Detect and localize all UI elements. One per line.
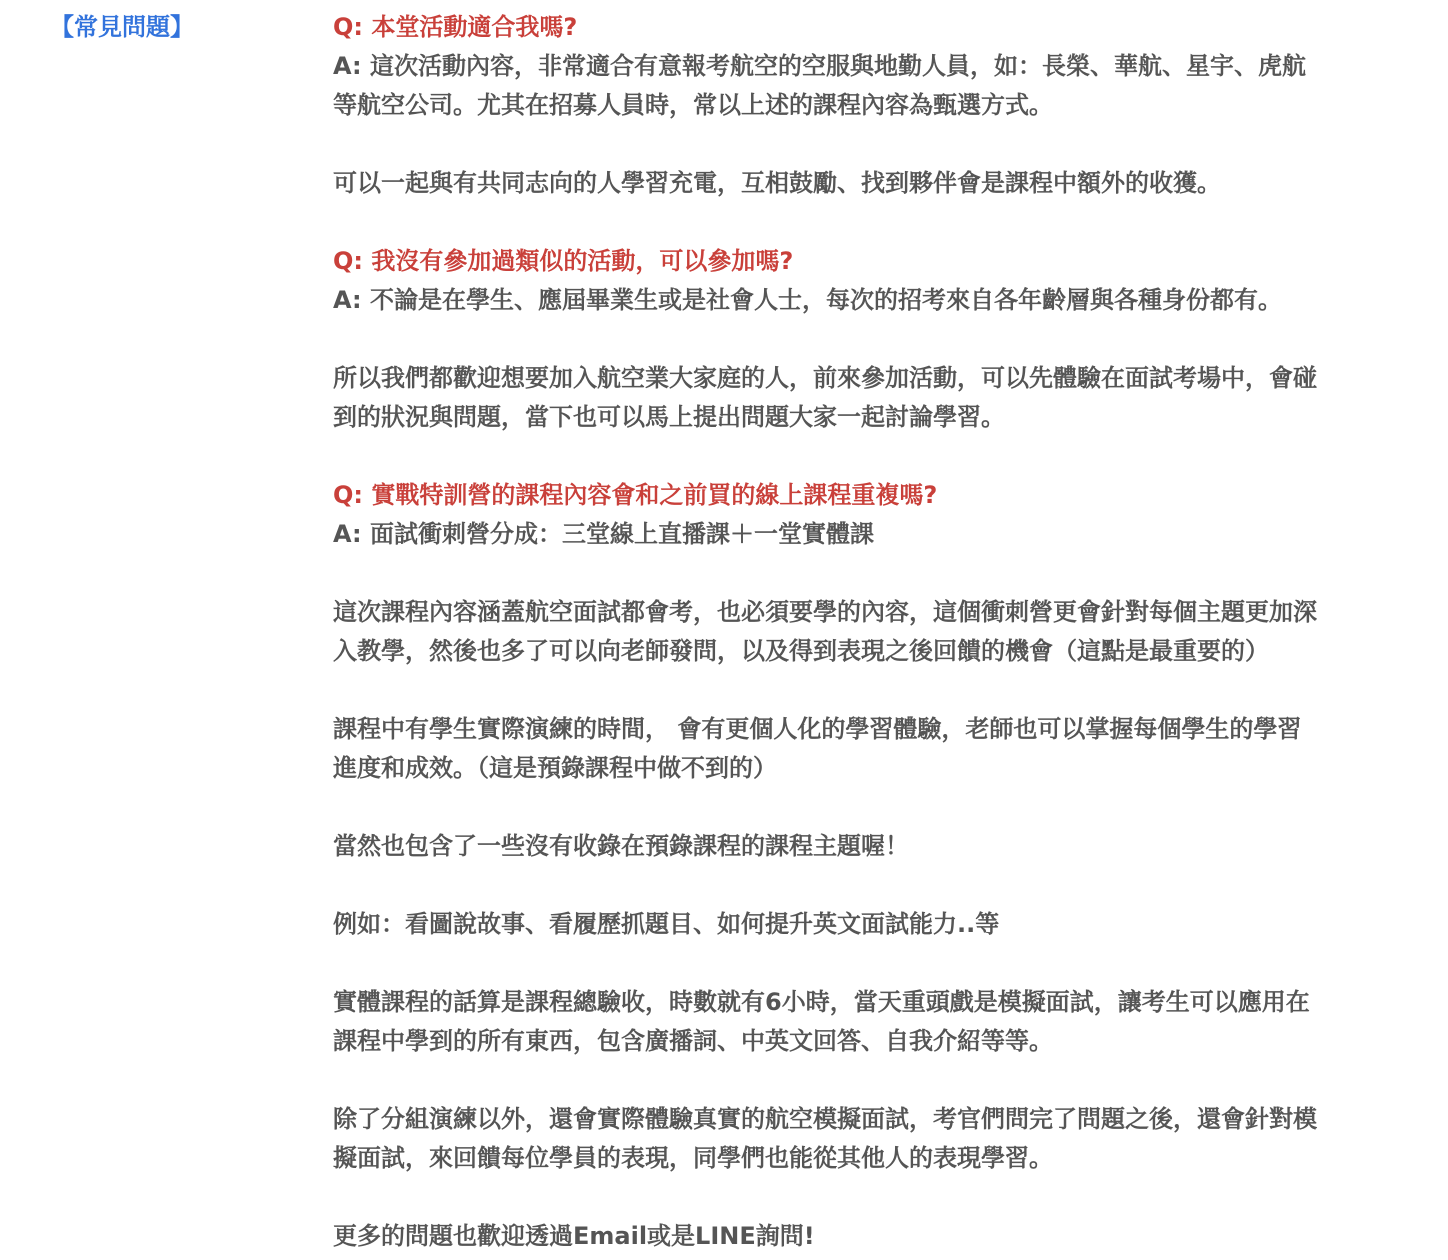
faq-answer-line: 進度和成效。（這是預錄課程中做不到的） — [333, 754, 777, 782]
paragraph-gap — [333, 1178, 1403, 1217]
faq-question: Q: 本堂活動適合我嗎? — [333, 13, 578, 41]
faq-answer-line: 例如：看圖說故事、看履歷抓題目、如何提升英文面試能力..等 — [333, 910, 1000, 938]
faq-answer-line: 當然也包含了一些沒有收錄在預錄課程的課程主題喔！ — [333, 832, 909, 860]
faq-answer-line: 課程中學到的所有東西，包含廣播詞、中英文回答、自我介紹等等。 — [333, 1027, 1053, 1055]
faq-answer-line: 除了分組演練以外，還會實際體驗真實的航空模擬面試，考官們問完了問題之後，還會針對模 — [333, 1105, 1317, 1133]
faq-answer-line: 所以我們都歡迎想要加入航空業大家庭的人，前來參加活動，可以先體驗在面試考場中，會碰 — [333, 364, 1317, 392]
faq-answer-line: 到的狀況與問題，當下也可以馬上提出問題大家一起討論學習。 — [333, 403, 1005, 431]
paragraph-gap — [333, 944, 1403, 983]
faq-answer-line: 可以一起與有共同志向的人學習充電，互相鼓勵、找到夥伴會是課程中額外的收獲。 — [333, 169, 1221, 197]
paragraph-gap — [333, 125, 1403, 164]
faq-answer-line: 入教學，然後也多了可以向老師發問，以及得到表現之後回饋的機會（這點是最重要的） — [333, 637, 1269, 665]
paragraph-gap — [333, 554, 1403, 593]
faq-answer-line: 這次課程內容涵蓋航空面試都會考，也必須要學的內容，這個衝刺營更會針對每個主題更加深 — [333, 598, 1317, 626]
faq-answer-line: A: 不論是在學生、應屆畢業生或是社會人士，每次的招考來自各年齡層與各種身份都有。 — [333, 286, 1282, 314]
paragraph-gap — [333, 320, 1403, 359]
faq-item-2 — [333, 242, 1403, 437]
faq-answer-line: 擬面試，來回饋每位學員的表現，同學們也能從其他人的表現學習。 — [333, 1144, 1053, 1172]
faq-answer-line: A: 這次活動內容，非常適合有意報考航空的空服與地勤人員，如：長榮、華航、星宇、虎航 — [333, 52, 1306, 80]
faq-content — [333, 8, 1403, 1256]
faq-answer-line: 等航空公司。尤其在招募人員時，常以上述的課程內容為甄選方式。 — [333, 91, 1053, 119]
faq-question: Q: 實戰特訓營的課程內容會和之前買的線上課程重複嗎? — [333, 481, 938, 509]
faq-section-label: 【常見問題】 — [50, 13, 194, 41]
paragraph-gap — [333, 866, 1403, 905]
faq-item-3 — [333, 476, 1403, 1256]
faq-question: Q: 我沒有參加過類似的活動，可以參加嗎? — [333, 247, 794, 275]
faq-answer-line: A: 面試衝刺營分成：三堂線上直播課＋一堂實體課 — [333, 520, 874, 548]
paragraph-gap — [333, 671, 1403, 710]
faq-item-1 — [333, 8, 1403, 203]
faq-answer-line: 更多的問題也歡迎透過Email或是LINE詢問! — [333, 1222, 815, 1250]
paragraph-gap — [333, 1061, 1403, 1100]
faq-answer-line: 實體課程的話算是課程總驗收，時數就有6小時，當天重頭戲是模擬面試，讓考生可以應用在 — [333, 988, 1310, 1016]
paragraph-gap — [333, 203, 1403, 242]
paragraph-gap — [333, 437, 1403, 476]
faq-answer-line: 課程中有學生實際演練的時間， 會有更個人化的學習體驗，老師也可以掌握每個學生的學習 — [333, 715, 1302, 743]
paragraph-gap — [333, 788, 1403, 827]
